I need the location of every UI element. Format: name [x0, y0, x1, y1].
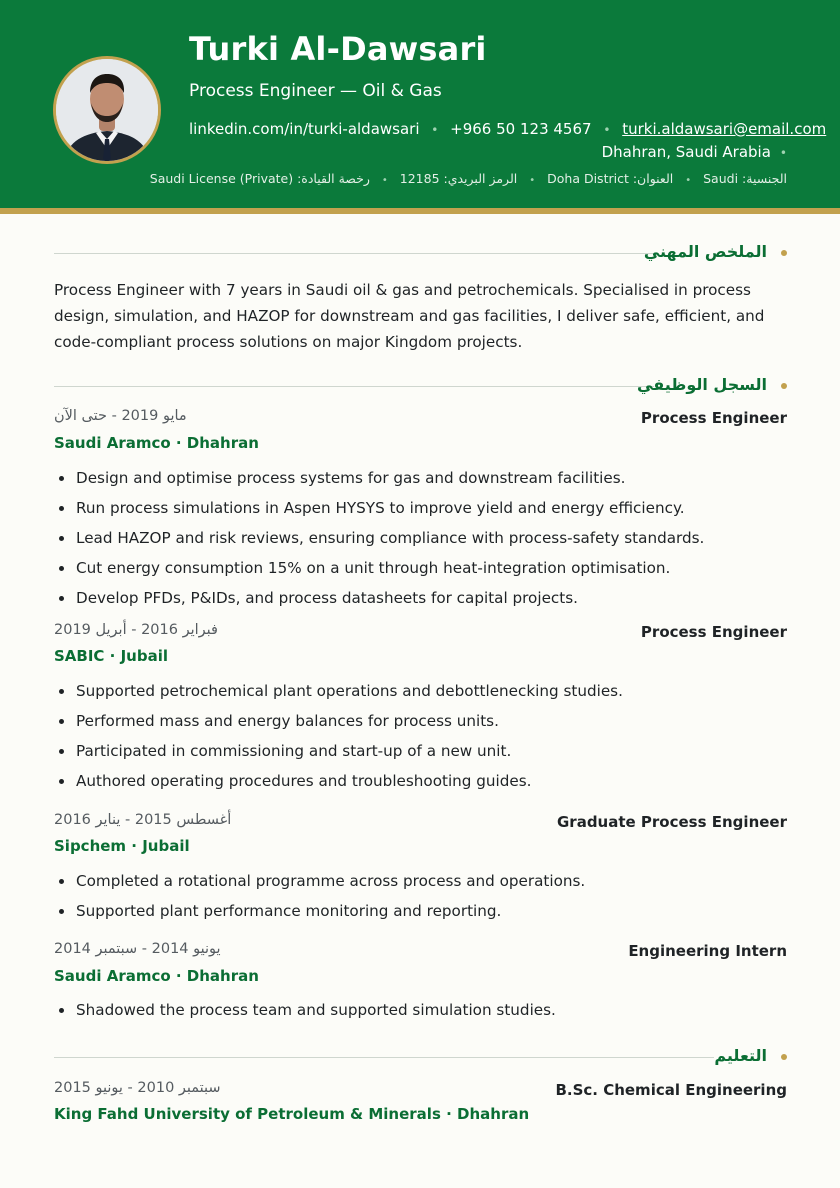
list-item: Completed a rotational programme across process and operations. [54, 866, 787, 896]
meta-separator: • [685, 175, 692, 186]
job-bullets [54, 463, 787, 613]
meta-separator: • [529, 175, 536, 186]
job-company: Saudi Aramco · Dhahran [54, 967, 259, 985]
summary-text: Process Engineer with 7 years in Saudi oil & gas and petrochemicals. Specialised in process design, simulation, and HAZOP for downstream and gas facilities, I deliver safe, efficient, and code-compliant process solutions on major Kingdom projects. [54, 281, 765, 351]
job-title: Engineering Intern [628, 942, 787, 960]
degree-title: B.Sc. Chemical Engineering [555, 1081, 787, 1099]
education-dates: سبتمبر 2010 - يونيو 2015 [54, 1080, 221, 1096]
experience-title: السجل الوظيفي [637, 375, 767, 394]
profile-photo-image [56, 59, 158, 161]
section-divider [54, 386, 654, 387]
job-company: Saudi Aramco · Dhahran [54, 434, 259, 452]
education-section-heading [54, 1046, 787, 1068]
section-bullet-icon [781, 250, 787, 256]
location-text: Dhahran, Saudi Arabia [601, 143, 771, 161]
list-item: Lead HAZOP and risk reviews, ensuring compliance with process-safety standards. [54, 523, 787, 553]
education-title: التعليم [714, 1046, 767, 1065]
candidate-name: Turki Al-Dawsari [189, 30, 487, 68]
section-divider [54, 253, 654, 254]
location-line [602, 143, 787, 161]
personal-details-line [150, 171, 787, 186]
nationality-text: الجنسية: Saudi [703, 171, 787, 186]
contact-line [189, 120, 827, 138]
job-dates: مايو 2019 - حتى الآن [54, 408, 187, 424]
list-item: Develop PFDs, P&IDs, and process datasheets for capital projects. [54, 583, 787, 613]
job-company: SABIC · Jubail [54, 647, 168, 665]
section-divider [54, 1057, 714, 1058]
list-item: Design and optimise process systems for gas and downstream facilities. [54, 463, 787, 493]
job-title: Process Engineer [640, 409, 787, 427]
list-item: Authored operating procedures and troubleshooting guides. [54, 766, 787, 796]
profile-photo [53, 56, 161, 164]
meta-separator: • [381, 175, 388, 186]
list-item: Shadowed the process team and supported simulation studies. [54, 995, 787, 1025]
phone-number[interactable]: +966 50 123 4567 [450, 120, 592, 138]
job-title: Graduate Process Engineer [556, 813, 787, 831]
candidate-role: Process Engineer — Oil & Gas [189, 81, 442, 101]
education-school: King Fahd University of Petroleum & Minerals · Dhahran [54, 1105, 530, 1123]
experience-section-heading [54, 375, 787, 397]
section-bullet-icon [781, 1054, 787, 1060]
section-bullet-icon [781, 383, 787, 389]
list-item: Participated in commissioning and start-up of a new unit. [54, 736, 787, 766]
list-item: Run process simulations in Aspen HYSYS to improve yield and energy efficiency. [54, 493, 787, 523]
email-link[interactable]: turki.aldawsari@email.com [622, 120, 827, 138]
list-item: Supported petrochemical plant operations and debottlenecking studies. [54, 676, 787, 706]
job-bullets [54, 676, 787, 796]
contact-separator: • [603, 123, 611, 137]
job-dates: فبراير 2016 - أبريل 2019 [54, 622, 218, 638]
job-bullets [54, 995, 787, 1025]
postal-code-text: الرمز البريدي: 12185 [399, 171, 518, 186]
job-dates: أغسطس 2015 - يناير 2016 [54, 812, 232, 828]
location-separator: • [779, 146, 787, 160]
address-text: العنوان: Doha District [547, 171, 674, 186]
job-title: Process Engineer [640, 623, 787, 641]
list-item: Cut energy consumption 15% on a unit through heat-integration optimisation. [54, 553, 787, 583]
summary-title: الملخص المهني [643, 242, 767, 261]
driving-license-text: رخصة القيادة: Saudi License (Private) [149, 171, 370, 186]
summary-section-heading [54, 242, 787, 264]
job-dates: يونيو 2014 - سبتمبر 2014 [54, 941, 221, 957]
list-item: Performed mass and energy balances for process units. [54, 706, 787, 736]
list-item: Supported plant performance monitoring and reporting. [54, 896, 787, 926]
job-company: Sipchem · Jubail [54, 837, 190, 855]
resume-header [0, 0, 840, 214]
contact-separator: • [431, 123, 439, 137]
linkedin-link[interactable]: linkedin.com/in/turki-aldawsari [189, 120, 420, 138]
job-bullets [54, 866, 787, 926]
